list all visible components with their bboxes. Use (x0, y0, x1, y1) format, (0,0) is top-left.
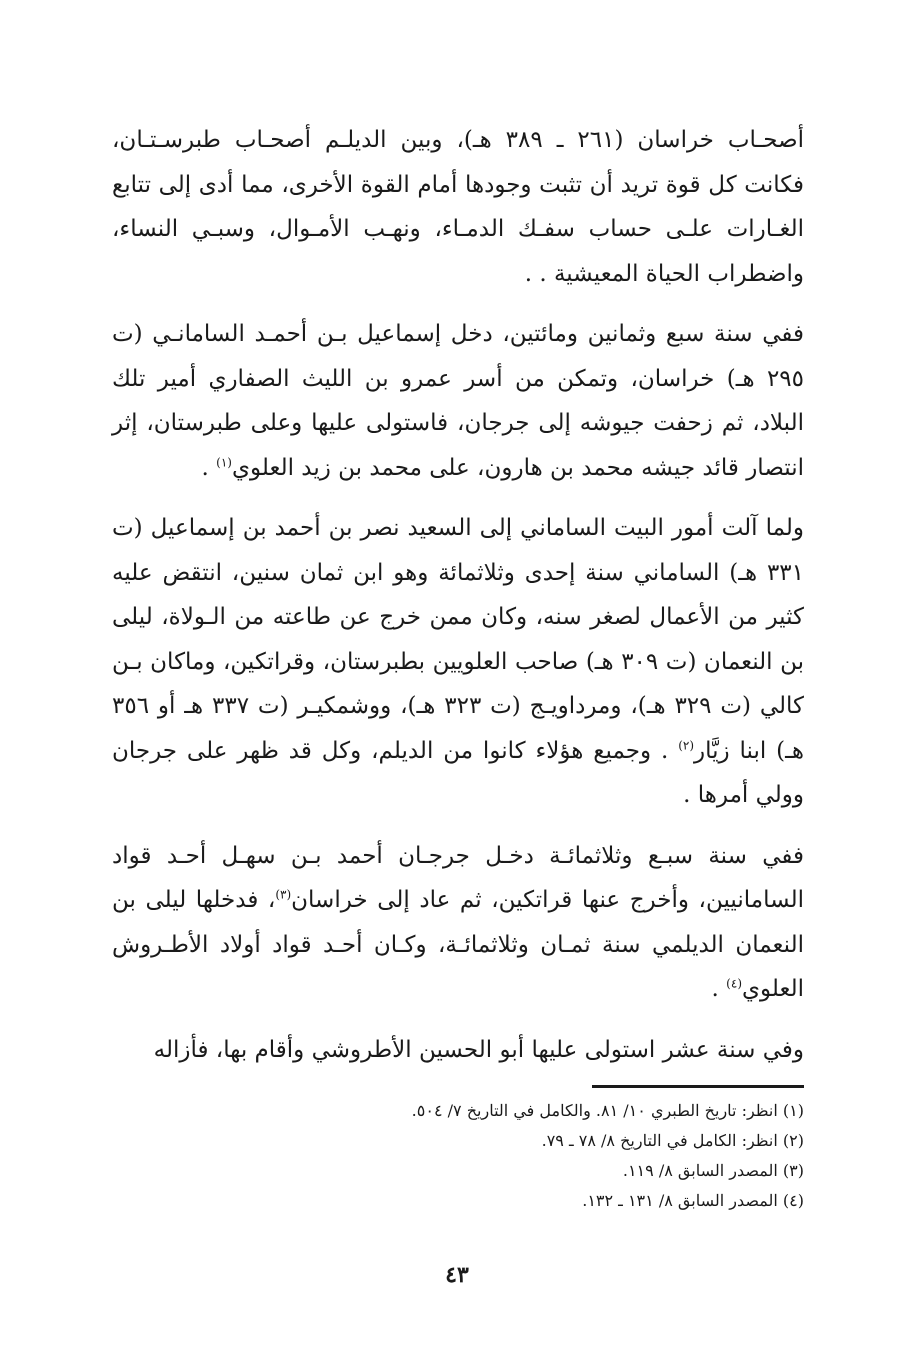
page-number: ٤٣ (445, 1262, 469, 1288)
paragraph-4 (112, 834, 804, 1012)
paragraph-5 (112, 1028, 804, 1073)
footnotes-section (112, 1085, 804, 1216)
footnote-ref-1[interactable]: (١) (216, 454, 232, 469)
footnote-2: (٢) انظر: الكامل في التاريخ ٨/ ٧٨ ـ ٧٩. (541, 1131, 804, 1150)
paragraph-1-text: أصحـاب خراسان (٢٦١ ـ ٣٨٩ هـ)، وبين الديلـم أصحـاب طبرسـتـان، فكانت كل قوة تريد أن تثبت وجودها أمام القوة الأخرى، مما أدى إلى تتابع الغـارات علـى حساب سفـك الدمـاء، ونهـب الأمـوال، وسبـي النساء، واضطراب الحياة المعيشية . . (112, 127, 804, 287)
footnote-1: (١) انظر: تاريخ الطبري ١٠/ ٨١. والكامل في التاريخ ٧/ ٥٠٤. (411, 1101, 804, 1120)
paragraph-5-text: وفي سنة عشر استولى عليها أبو الحسين الأطروشي وأقام بها، فأزاله (153, 1036, 804, 1063)
footnote-ref-4[interactable]: (٤) (726, 976, 742, 991)
paragraph-4-mid: ، فدخلها ليلى بن النعمان الديلمي سنة ثمـان وثلاثمائـة، وكـان أحـد قواد أولاد الأطـروش العلوي (112, 887, 804, 1002)
footnote-ref-3[interactable]: (٣) (275, 887, 292, 902)
paragraph-3-end: . وجميع هؤلاء كانوا من الديلم، وكل قد ظهر على جرجان وولي أمرها . (112, 737, 804, 808)
paragraph-2-end: . (201, 454, 209, 481)
footnote-divider (592, 1085, 804, 1088)
main-text (112, 118, 804, 1072)
paragraph-2-text: ففي سنة سبع وثمانين ومائتين، دخل إسماعيل بـن أحمـد السامانـي (ت ٢٩٥ هـ) خراسان، وتمكن من أسر عمرو بن الليث الصفاري أمير تلك البلاد، ثم زحفت جيوشه إلى جرجان، فاستولى عليها وعلى طبرستان، إثر انتصار قائد جيشه محمد بن هارون، على محمد بن زيد العلوي (112, 321, 804, 481)
footnote-4: (٤) المصدر السابق ٨/ ١٣١ ـ ١٣٢. (582, 1191, 804, 1210)
paragraph-4-end: . (711, 976, 719, 1002)
paragraph-3-text: ولما آلت أمور البيت الساماني إلى السعيد نصر بن أحمد بن إسماعيل (ت ٣٣١ هـ) الساماني سنة إحدى وثلاثمائة وهو ابن ثمان سنين، انتقض عليه كثير من الأعمال لصغر سنه، وكان ممن خرج عن طاعته من الـولاة، ليلى بن النعمان (ت ٣٠٩ هـ) صاحب العلويين بطبرستان، وقراتكين، وماكان بـن كالي (ت ٣٢٩ هـ)، ومرداويـج (ت ٣٢٣ هـ)، ووشمكيـر (ت ٣٣٧ هـ أو ٣٥٦ هـ) ابنا زيَّار (112, 515, 804, 764)
paragraph-4-text: ففي سنة سبـع وثلاثمائـة دخـل جرجـان أحمد بـن سهـل أحـد قواد السامانيين، وأخرج عنها قراتكين، ثم عاد إلى خراسان (112, 842, 804, 913)
footnote-3: (٣) المصدر السابق ٨/ ١١٩. (622, 1161, 804, 1180)
paragraph-3 (112, 506, 804, 818)
paragraph-2 (112, 312, 804, 490)
paragraph-1 (112, 118, 804, 296)
footnote-ref-2[interactable]: (٢) (678, 737, 695, 752)
